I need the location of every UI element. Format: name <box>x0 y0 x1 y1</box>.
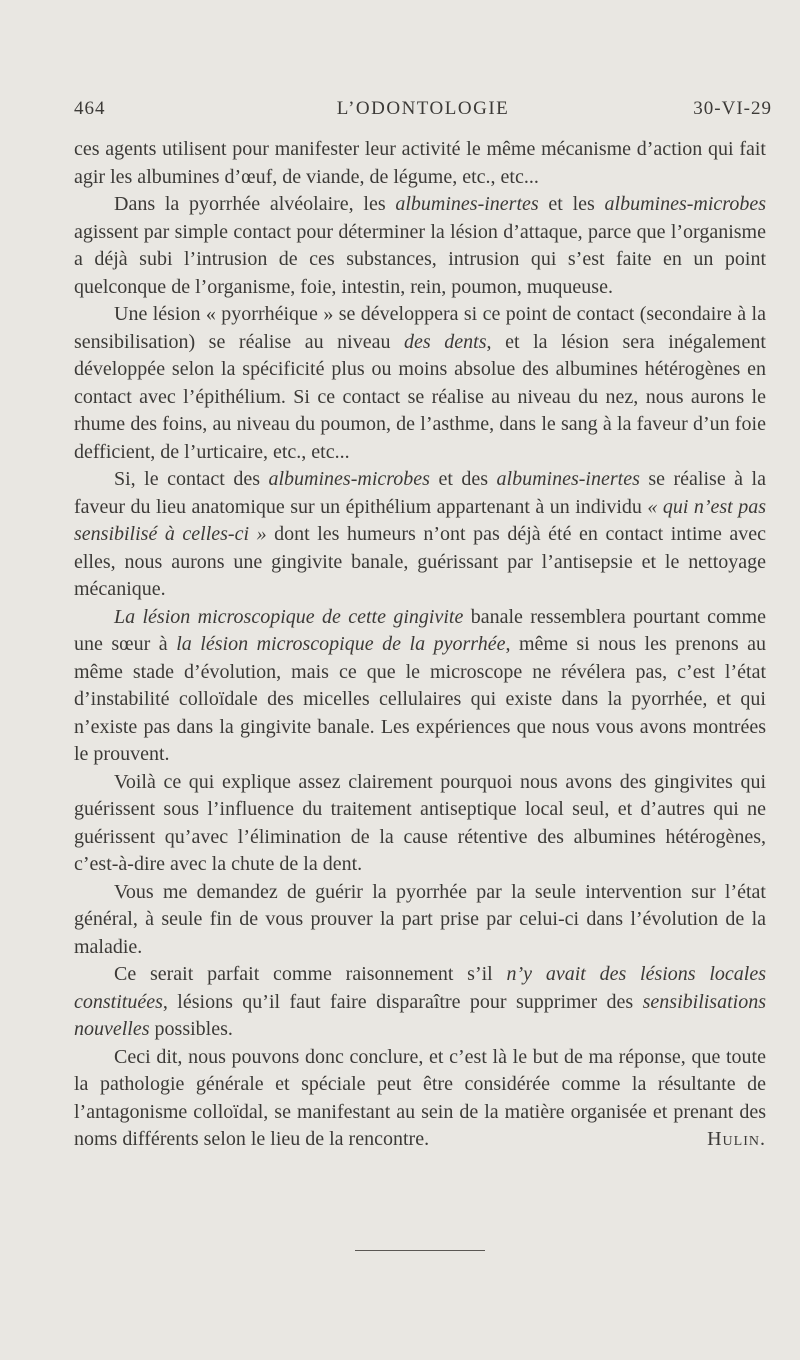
italic-term: albumines-inertes <box>496 468 640 490</box>
paragraph <box>74 769 766 879</box>
paragraph-text: Voilà ce qui explique assez clairement pourquoi nous avons des gingivites qui guérissent sous l’influence du traitement antiseptique local seul, et d’autres qui ne guérissent qu’avec l’élimination de la cause rétentive des albumines hétérogènes, c’est-à-dire avec la chute de la dent. <box>74 770 766 875</box>
article-body <box>74 136 766 1154</box>
italic-term: albumines-microbes <box>604 193 766 215</box>
text-run: banale ressemblera pourtant comme une sœur à <box>74 605 766 655</box>
italic-term: La lésion microscopique de cette gingivite <box>114 605 464 628</box>
running-title: L’ODONTOLOGIE <box>336 98 510 119</box>
italic-term: n’y avait des lésions locales constituées <box>74 963 766 1013</box>
text-run: Si, le contact des <box>114 468 269 490</box>
text-run: et les <box>538 193 605 215</box>
paragraph <box>74 1044 766 1154</box>
paragraph-text: Ceci dit, nous pouvons donc conclure, et c’est là le but de ma réponse, que toute la pathologie générale et spéciale peut être considérée comme la résultante de l’antagonisme colloïdal, se manifestant au sein de la matière organisée et prenant des noms différents selon le lieu de la rencontre. <box>74 1045 766 1150</box>
text-run: , même si nous les prenons au même stade d’évolution, mais ce que le microscope ne révélera pas, c’est l’état d’instabilité colloïdale des micelles cellulaires qui existe dans la pyorrhée, et qui n’existe pas dans la gingivite banale. Les expériences que nous vous avons montrées le prouvent. <box>74 633 766 765</box>
paragraph <box>74 136 766 191</box>
paragraph-text: Vous me demandez de guérir la pyorrhée par la seule intervention sur l’état général, à seule fin de vous prouver la part prise par celui-ci dans l’évolution de la maladie. <box>74 880 766 958</box>
text-run: , lésions qu’il faut faire disparaître pour supprimer des <box>162 990 643 1013</box>
section-divider <box>355 1250 485 1251</box>
text-run: et des <box>429 468 497 490</box>
italic-term: la lésion microscopique de la pyorrhée <box>176 633 506 655</box>
text-run: Ce serait parfait comme raisonnement s’il <box>114 963 507 985</box>
text-run: agissent par simple contact pour déterminer la lésion d’attaque, parce que l’organisme a déjà subi l’intrusion de ces substances, intrusion qui s’est faite en un point quelconque de l’organisme, foie, intestin, rein, poumon, muqueuse. <box>74 220 766 298</box>
author-signature: Hulin. <box>707 1128 766 1150</box>
italic-term: sensibilisations nouvelles <box>74 990 766 1040</box>
text-run: Dans la pyorrhée alvéolaire, les <box>114 193 396 215</box>
issue-date: 30-VI-29 <box>693 98 772 119</box>
paragraph <box>74 961 766 1044</box>
paragraph <box>74 191 766 301</box>
italic-term: albumines-inertes <box>395 193 539 215</box>
running-header <box>74 98 772 128</box>
text-run: possibles. <box>149 1018 233 1040</box>
paragraph <box>74 466 766 604</box>
text-run: dont les humeurs n’ont pas déjà été en contact intime avec elles, nous aurons une gingivite banale, guérissant par l’antisepsie et le nettoyage mécanique. <box>74 523 766 600</box>
text-run: Une lésion « pyorrhéique » se développera si ce point de contact (secondaire à la sensibilisation) se réalise au niveau <box>74 303 766 353</box>
paragraph <box>74 604 766 769</box>
paragraph <box>74 879 766 962</box>
paragraph-text: ces agents utilisent pour manifester leur activité le même mécanisme d’action qui fait agir les albumines d’œuf, de viande, de légume, etc., etc... <box>74 138 766 188</box>
text-run: se réalise à la faveur du lieu anatomique sur un épithélium appartenant à un individu <box>74 468 766 518</box>
italic-term: « qui n’est pas sensibilisé à celles-ci » <box>74 495 766 545</box>
page-number: 464 <box>74 98 106 119</box>
paragraph <box>74 301 766 466</box>
text-run: , et la lésion sera inégalement développée selon la spécificité plus ou moins absolue des albumines hétérogènes en contact avec l’épithélium. Si ce contact se réalise au niveau du nez, nous aurons le rhume des foins, au niveau du poumon, de l’asthme, dans le sang à la faveur d’un foie defficient, de l’urticaire, etc., etc... <box>74 330 766 463</box>
italic-term: des dents <box>404 330 487 353</box>
italic-term: albumines-microbes <box>268 468 430 490</box>
